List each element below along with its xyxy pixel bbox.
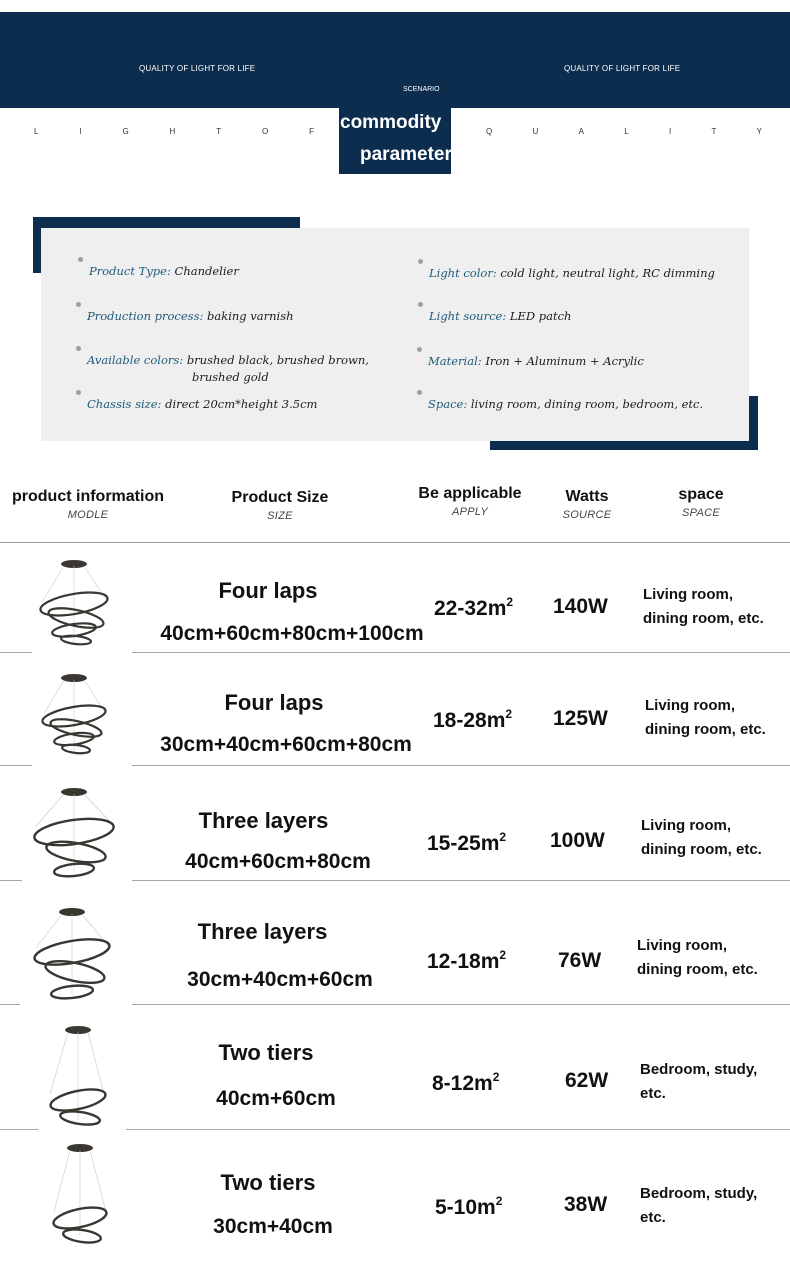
- letter: Y: [756, 127, 762, 136]
- bullet-icon: [417, 390, 422, 395]
- area-range: 5-10: [435, 1196, 478, 1219]
- chandelier-icon: [22, 780, 132, 890]
- model-size: 30cm+40cm+60cm+80cm: [160, 733, 412, 756]
- letter: U: [532, 127, 539, 136]
- param-label: Available colors:: [87, 353, 184, 367]
- header-product-info: [8, 488, 168, 521]
- model-name: Four laps: [224, 690, 324, 715]
- product-thumbnail: [32, 664, 132, 774]
- divider: [0, 542, 790, 543]
- chandelier-icon: [38, 1020, 126, 1138]
- param-value: living room, dining room, bedroom, etc.: [470, 397, 704, 411]
- chandelier-icon: [32, 552, 132, 662]
- bullet-icon: [78, 257, 83, 262]
- param-value: baking varnish: [207, 309, 294, 323]
- model-name: Two tiers: [218, 1040, 314, 1065]
- letter: O: [261, 127, 269, 136]
- param-material: [428, 353, 644, 370]
- space-value: [641, 814, 762, 862]
- header-title: Be applicable: [418, 485, 522, 502]
- chandelier-icon: [32, 664, 132, 774]
- applicable-area: [435, 1194, 502, 1220]
- space-line1: Bedroom, study,: [640, 1061, 758, 1078]
- letter: F: [309, 127, 314, 136]
- letter: I: [668, 127, 672, 136]
- space-line1: Living room,: [643, 586, 733, 603]
- space-line2: dining room, etc.: [643, 610, 764, 627]
- model-size: 30cm+40cm: [213, 1215, 333, 1238]
- area-sup: 2: [499, 830, 507, 844]
- watts-value: 76W: [558, 949, 602, 972]
- letter: T: [216, 127, 222, 136]
- spaced-letters-left: [34, 127, 314, 136]
- space-line2: dining room, etc.: [637, 961, 758, 978]
- area-unit: m: [480, 950, 500, 973]
- param-label: Production process:: [87, 309, 204, 323]
- param-light-color: [429, 265, 715, 282]
- param-label: Product Type:: [89, 264, 171, 278]
- bullet-icon: [76, 302, 81, 307]
- space-line2: etc.: [640, 1209, 666, 1226]
- param-label: Material:: [428, 354, 482, 368]
- header-product-size: [220, 489, 340, 522]
- letter: Q: [486, 127, 493, 136]
- tagline-left: QUALITY OF LIGHT FOR LIFE: [139, 64, 256, 73]
- space-value: [640, 1182, 757, 1230]
- area-sup: 2: [492, 1070, 500, 1084]
- space-value: [643, 583, 764, 631]
- chandelier-icon: [20, 900, 132, 1012]
- param-value: LED patch: [509, 309, 572, 323]
- applicable-area: [427, 830, 506, 856]
- param-chassis-size: [87, 396, 317, 413]
- space-line2: etc.: [640, 1085, 666, 1102]
- applicable-area: [433, 707, 512, 733]
- param-space: [428, 396, 703, 413]
- model-size: 40cm+60cm+80cm: [185, 850, 371, 873]
- area-unit: m: [477, 1196, 496, 1219]
- area-range: 15-25: [427, 832, 481, 855]
- spaced-letters-right: [486, 127, 762, 136]
- area-sup: 2: [499, 948, 507, 962]
- chandelier-icon: [42, 1136, 126, 1254]
- product-thumbnail: [42, 1136, 126, 1254]
- model-name: Two tiers: [220, 1170, 316, 1195]
- header-watts: [547, 488, 627, 521]
- header-sub: APPLY: [452, 506, 488, 518]
- product-thumbnail: [22, 780, 132, 890]
- param-value: direct 20cm*height 3.5cm: [165, 397, 318, 411]
- bullet-icon: [418, 259, 423, 264]
- param-label: Chassis size:: [87, 397, 162, 411]
- param-value: Iron + Aluminum + Acrylic: [485, 354, 644, 368]
- letter: G: [122, 127, 129, 136]
- applicable-area: [427, 948, 506, 974]
- area-range: 22-32: [434, 597, 488, 620]
- space-line1: Bedroom, study,: [640, 1185, 758, 1202]
- applicable-area: [434, 595, 513, 621]
- header-applicable: [410, 485, 530, 518]
- product-thumbnail: [38, 1020, 126, 1138]
- bullet-icon: [76, 346, 81, 351]
- space-value: [640, 1058, 757, 1106]
- space-line1: Living room,: [645, 697, 735, 714]
- header-title: product information: [12, 488, 164, 505]
- area-sup: 2: [505, 707, 513, 721]
- param-value: brushed black, brushed brown,: [186, 353, 369, 367]
- space-line1: Living room,: [641, 817, 731, 834]
- product-thumbnail: [32, 552, 132, 662]
- letter: L: [34, 127, 39, 136]
- space-value: [637, 934, 758, 982]
- area-sup: 2: [495, 1194, 503, 1208]
- bullet-icon: [418, 302, 423, 307]
- watts-value: 140W: [553, 595, 608, 618]
- page-title-line1: commodity: [340, 112, 442, 133]
- applicable-area: [432, 1070, 499, 1096]
- area-range: 18-28: [433, 709, 487, 732]
- watts-value: 62W: [565, 1069, 609, 1092]
- letter: I: [79, 127, 82, 136]
- header-sub: SOURCE: [562, 509, 612, 521]
- model-size: 40cm+60cm+80cm+100cm: [160, 622, 424, 645]
- letter: T: [711, 127, 717, 136]
- header-space: [661, 486, 741, 519]
- area-range: 12-18: [427, 950, 481, 973]
- watts-value: 125W: [553, 707, 608, 730]
- bullet-icon: [417, 347, 422, 352]
- header-title: Product Size: [231, 489, 329, 506]
- watts-value: 100W: [550, 829, 605, 852]
- header-sub: SPACE: [682, 507, 720, 519]
- page-title-line2: parameter: [360, 144, 452, 165]
- model-name: Four laps: [218, 578, 318, 603]
- header-sub: SIZE: [267, 510, 293, 522]
- space-value: [645, 694, 766, 742]
- param-production-process: [87, 308, 294, 325]
- param-label: Light color:: [429, 266, 497, 280]
- param-available-colors: [87, 352, 369, 386]
- area-sup: 2: [506, 595, 514, 609]
- tagline-right: QUALITY OF LIGHT FOR LIFE: [564, 64, 681, 73]
- area-unit: m: [486, 709, 506, 732]
- model-name: Three layers: [197, 919, 328, 944]
- param-value: cold light, neutral light, RC dimming: [500, 266, 715, 280]
- param-product-type: [89, 263, 239, 280]
- letter: L: [624, 127, 629, 136]
- space-line2: dining room, etc.: [641, 841, 762, 858]
- header-title: Watts: [565, 488, 609, 505]
- area-range: 8-12: [432, 1072, 475, 1095]
- model-size: 40cm+60cm: [216, 1087, 336, 1110]
- letter: H: [169, 127, 176, 136]
- model-name: Three layers: [198, 808, 329, 833]
- space-line2: dining room, etc.: [645, 721, 766, 738]
- header-title: space: [678, 486, 724, 503]
- space-line1: Living room,: [637, 937, 727, 954]
- param-label: Space:: [428, 397, 468, 411]
- watts-value: 38W: [564, 1193, 608, 1216]
- param-value-line2: brushed gold: [192, 370, 269, 384]
- scenario-label: SCENARIO: [403, 86, 440, 93]
- product-thumbnail: [20, 900, 132, 1012]
- area-unit: m: [474, 1072, 493, 1095]
- model-size: 30cm+40cm+60cm: [187, 968, 373, 991]
- param-value: Chandelier: [174, 264, 239, 278]
- area-unit: m: [487, 597, 507, 620]
- param-light-source: [429, 308, 571, 325]
- bullet-icon: [76, 390, 81, 395]
- letter: A: [578, 127, 584, 136]
- header-sub: MODLE: [67, 509, 109, 521]
- area-unit: m: [480, 832, 500, 855]
- param-label: Light source:: [429, 309, 507, 323]
